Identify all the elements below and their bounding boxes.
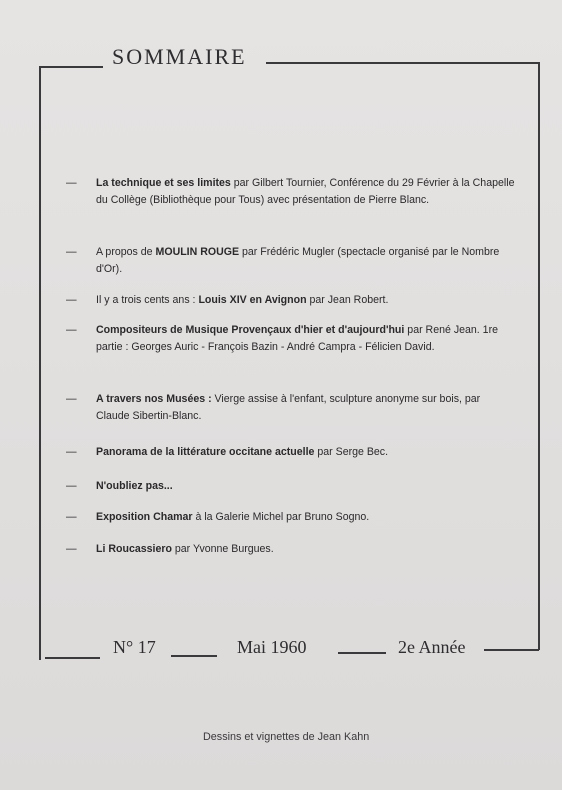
entry-detail: par Frédéric Mugler (spectacle organisé par le Nombre d'Or).	[96, 246, 500, 275]
entry-title: A travers nos Musées :	[96, 393, 212, 405]
title-rule-left	[40, 66, 103, 68]
entry-detail: par Serge Bec.	[314, 446, 389, 458]
entry-detail: par Jean Robert.	[306, 294, 389, 306]
title-rule-right	[266, 62, 540, 64]
entry-dash: —	[66, 543, 77, 555]
entry-detail: à la Galerie Michel par Bruno Sogno.	[192, 511, 370, 523]
issue-number: N° 17	[113, 637, 156, 657]
entry-title: MOULIN ROUGE	[155, 246, 240, 258]
entry-title: Li Roucassiero	[96, 543, 172, 555]
entry-dash: —	[66, 324, 77, 336]
footer-rule	[45, 657, 100, 659]
entry-title: N'oubliez pas...	[96, 480, 173, 492]
illustration-credit: Dessins et vignettes de Jean Kahn	[203, 731, 370, 743]
frame-right-border	[538, 62, 540, 650]
footer-rule	[484, 649, 539, 651]
list-item	[66, 478, 516, 495]
list-item	[66, 444, 516, 461]
footer-rule	[171, 655, 217, 657]
list-item	[66, 244, 516, 277]
list-item	[66, 322, 516, 355]
entry-dash: —	[66, 480, 77, 492]
entry-title: Exposition Chamar	[96, 511, 193, 523]
list-item	[66, 292, 516, 309]
list-item	[66, 541, 516, 558]
entry-detail: par Yvonne Burgues.	[171, 543, 274, 555]
entry-title: Louis XIV en Avignon	[198, 294, 307, 306]
entry-dash: —	[66, 393, 77, 405]
frame-left-border	[39, 66, 41, 660]
issue-date: Mai 1960	[237, 637, 307, 657]
footer-rule	[338, 652, 386, 654]
list-item	[66, 391, 516, 424]
entry-prefix: A propos de	[96, 246, 156, 258]
entry-dash: —	[66, 294, 77, 306]
entry-detail: par René Jean. 1re partie : Georges Auric - François Bazin - André Campra - Félicien David.	[96, 324, 498, 353]
entry-title: Compositeurs de Musique Provençaux d'hier et d'aujourd'hui	[96, 324, 405, 336]
entry-title: Panorama de la littérature occitane actuelle	[96, 446, 315, 458]
issue-year: 2e Année	[398, 637, 466, 657]
list-item	[66, 509, 516, 526]
entry-dash: —	[66, 177, 77, 189]
entry-dash: —	[66, 446, 77, 458]
entry-dash: —	[66, 246, 77, 258]
list-item	[66, 175, 516, 208]
entry-prefix: Il y a trois cents ans :	[96, 294, 199, 306]
entry-dash: —	[66, 511, 77, 523]
entry-title: La technique et ses limites	[96, 177, 231, 189]
entry-detail: Vierge assise à l'enfant, sculpture anonyme sur bois, par Claude Sibertin-Blanc.	[96, 393, 481, 422]
page-title: SOMMAIRE	[112, 44, 247, 69]
entry-detail: par Gilbert Tournier, Conférence du 29 Février à la Chapelle du Collège (Bibliothèque pour Tous) avec présentation de Pierre Blanc.	[96, 177, 515, 206]
